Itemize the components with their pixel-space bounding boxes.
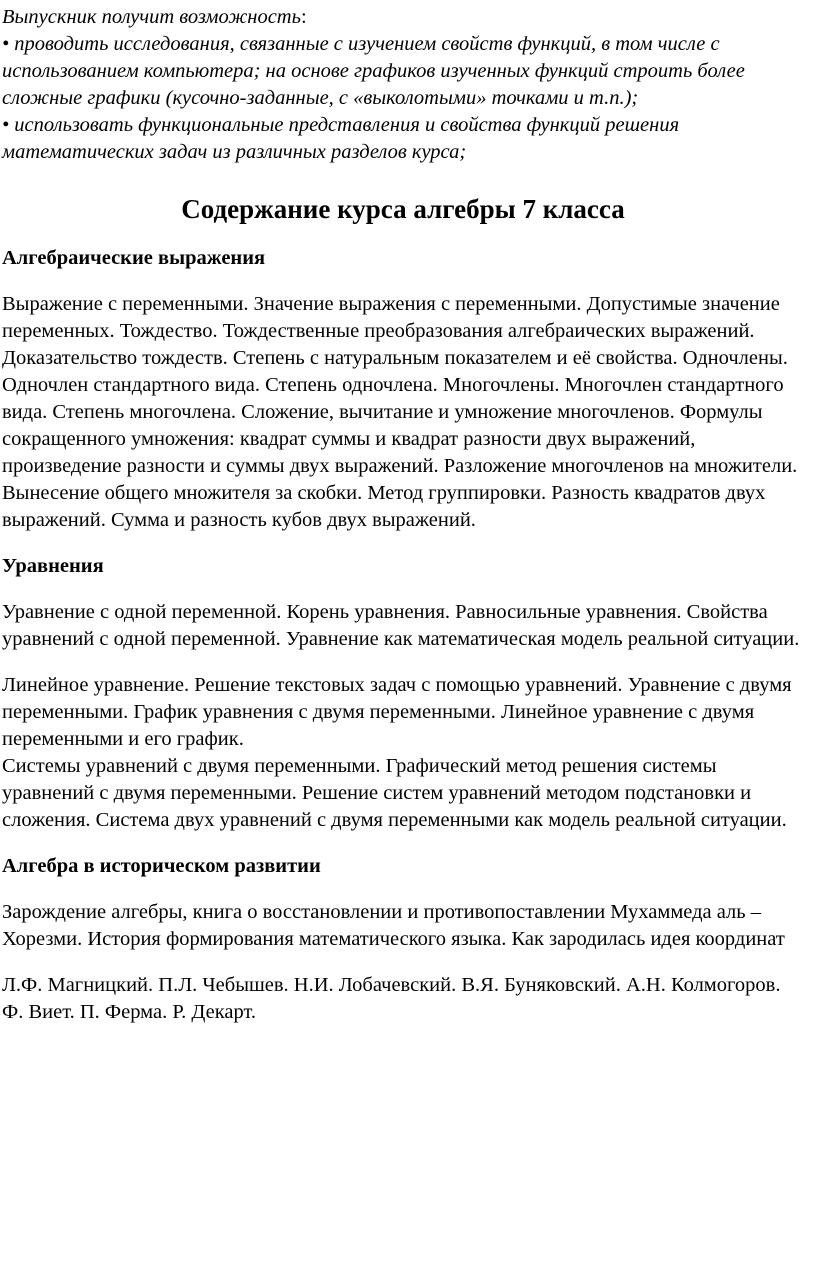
intro-lead bbox=[2, 4, 804, 31]
section-paragraph: Уравнение с одной переменной. Корень уравнения. Равносильные уравнения. Свойства уравнений с одной переменной. Уравнение как математическая модель реальной ситуации. bbox=[2, 601, 800, 650]
intro-block bbox=[2, 4, 804, 166]
intro-bullet-2: • использовать функциональные представления и свойства функций решения математических задач из различных разделов курса; bbox=[2, 114, 680, 163]
section-heading-algebraic-expressions: Алгебраические выражения bbox=[2, 247, 266, 269]
section-heading-equations: Уравнения bbox=[2, 555, 104, 577]
intro-bullet-1: • проводить исследования, связанные с изучением свойств функций, в том числе с использованием компьютера; на основе графиков изученных функций строить более сложные графики (кусочно-заданные, с «выколотыми» точками и т.п.); bbox=[2, 33, 745, 109]
section-paragraph: Линейное уравнение. Решение текстовых задач с помощью уравнений. Уравнение с двумя переменными. График уравнения с двумя переменными. Линейное уравнение с двумя переменными и его график. bbox=[2, 674, 792, 750]
page-title: Содержание курса алгебры 7 класса bbox=[181, 194, 625, 224]
section-heading-history: Алгебра в историческом развитии bbox=[2, 855, 321, 877]
intro-lead-colon: : bbox=[300, 6, 307, 28]
section-paragraph: Системы уравнений с двумя переменными. Графический метод решения системы уравнений с двумя переменными. Решение систем уравнений методом подстановки и сложения. Система двух уравнений с двумя переменными как модель реальной ситуации. bbox=[2, 755, 787, 831]
section-paragraph: Выражение с переменными. Значение выражения с переменными. Допустимые значение переменных. Тождество. Тождественные преобразования алгебраических выражений. Доказательство тождеств. Степень с натуральным показателем и её свойства. Одночлены. Одночлен стандартного вида. Степень одночлена. Многочлены. Многочлен стандартного вида. Степень многочлена. Сложение, вычитание и умножение многочленов. Формулы сокращенного умножения: квадрат суммы и квадрат разности двух выражений, произведение разности и суммы двух выражений. Разложение многочленов на множители. Вынесение общего множителя за скобки. Метод группировки. Разность квадратов двух выражений. Сумма и разность кубов двух выражений. bbox=[2, 293, 798, 531]
intro-lead-text: Выпускник получит возможность bbox=[2, 6, 301, 28]
section-paragraph: Зарождение алгебры, книга о восстановлении и противопоставлении Мухаммеда аль – Хорезми. История формирования математического языка. Как зародилась идея координат bbox=[2, 901, 785, 950]
section-paragraph: Л.Ф. Магницкий. П.Л. Чебышев. Н.И. Лобачевский. В.Я. Буняковский. А.Н. Колмогоров. Ф. Виет. П. Ферма. Р. Декарт. bbox=[2, 974, 781, 1023]
